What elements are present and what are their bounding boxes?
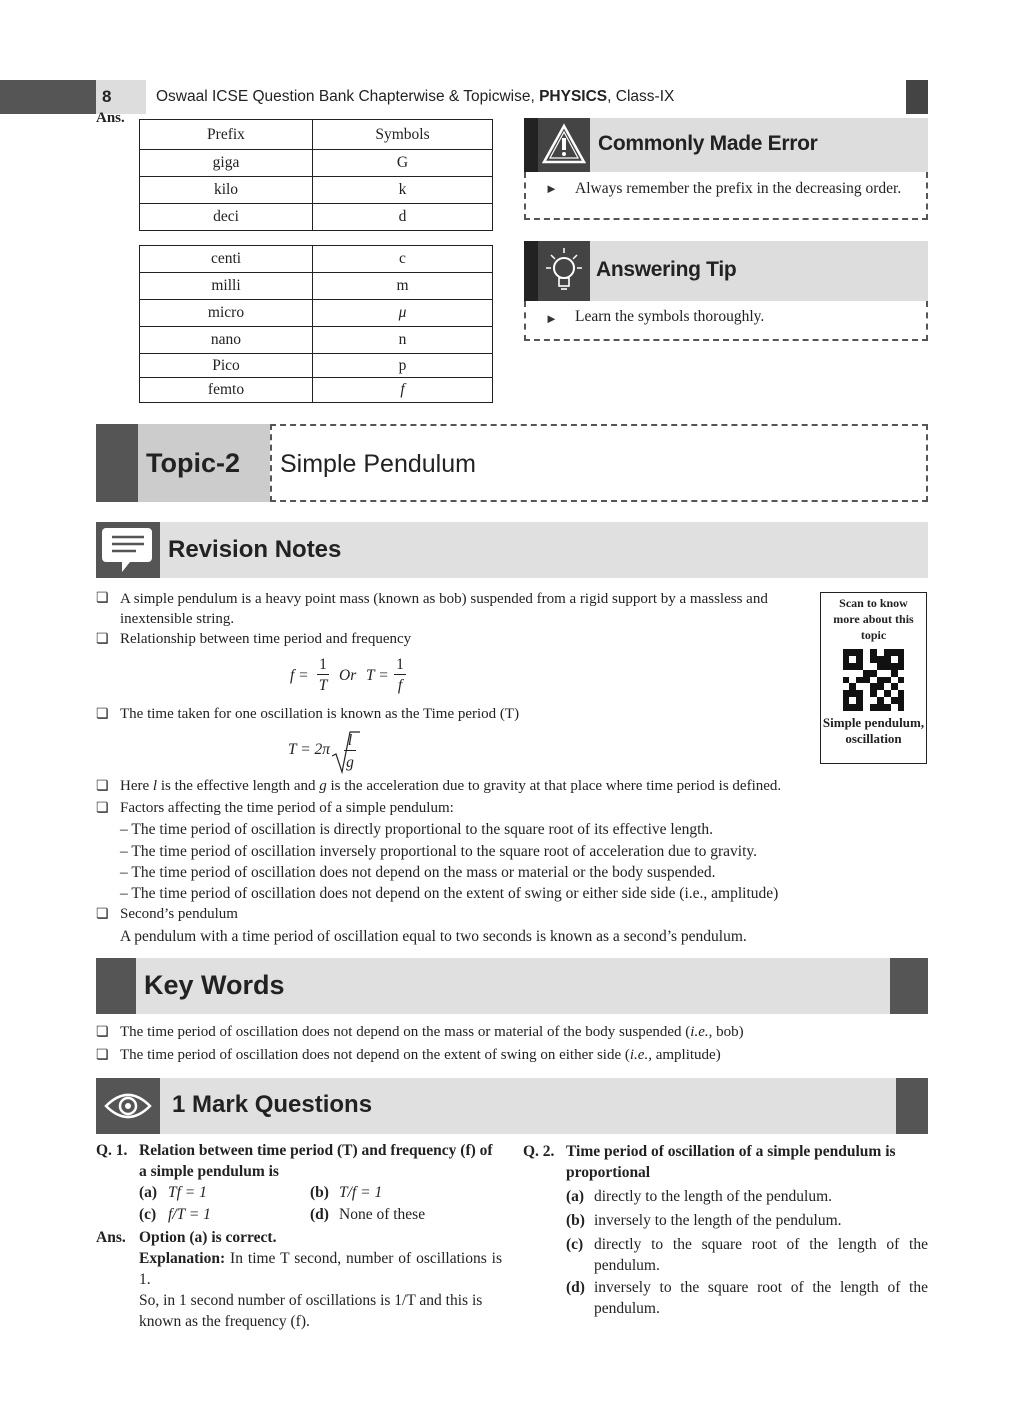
seconds-pendulum-definition: A pendulum with a time period of oscillation equal to two seconds is known as a second’s pendulum. xyxy=(120,928,747,945)
option-label: (d) xyxy=(566,1279,585,1296)
qr-module xyxy=(863,683,870,690)
qr-module xyxy=(856,677,863,684)
qr-module xyxy=(877,690,884,697)
bulb-icon-box xyxy=(524,241,590,301)
key-word-item: ❏ The time period of oscillation does not depend on the extent of swing on either side (i.e., amplitude) xyxy=(120,1047,721,1064)
qr-module xyxy=(884,677,891,684)
one-mark-right-bar xyxy=(896,1078,928,1134)
qr-module xyxy=(863,663,870,670)
factor-item: – The time period of oscillation does not depend on the mass or material or the body suspended. xyxy=(120,864,716,881)
table-header-prefix: Prefix xyxy=(140,120,313,150)
qr-module xyxy=(843,670,850,677)
qr-module xyxy=(856,649,863,656)
option-text: f/T = 1 xyxy=(168,1206,211,1223)
qr-module xyxy=(870,704,877,711)
qr-module xyxy=(884,670,891,677)
table-cell: c xyxy=(313,246,493,273)
option-text: inversely to the square root of the length of the pendulum. xyxy=(594,1279,928,1317)
qr-module xyxy=(856,697,863,704)
qr-module xyxy=(877,683,884,690)
qr-module xyxy=(891,677,898,684)
option-text: Tf = 1 xyxy=(168,1184,207,1201)
qr-module xyxy=(849,649,856,656)
topic-title: Simple Pendulum xyxy=(270,424,928,502)
qr-module xyxy=(856,663,863,670)
option-label: (c) xyxy=(566,1236,584,1253)
qr-module xyxy=(870,677,877,684)
list-item: ❏ Relationship between time period and frequency xyxy=(120,631,411,648)
qr-module xyxy=(884,663,891,670)
common-error-title: Commonly Made Error xyxy=(590,118,928,172)
table-cell: m xyxy=(313,273,493,300)
table-cell: milli xyxy=(140,273,313,300)
qr-module xyxy=(856,704,863,711)
formula-frequency-period: f = 1 T Or T = 1 f xyxy=(290,656,420,698)
qr-module xyxy=(843,649,850,656)
table-cell: nano xyxy=(140,327,313,354)
pointer-icon: ► xyxy=(545,181,558,196)
qr-bottom-text: Simple pendulum, oscillation xyxy=(822,715,925,746)
option-text: inversely to the length of the pendulum. xyxy=(594,1212,842,1229)
list-item: ❏ Second’s pendulum xyxy=(120,906,238,923)
list-item: ❏ Factors affecting the time period of a simple pendulum: xyxy=(120,800,454,817)
table-cell: f xyxy=(313,378,493,403)
table-cell: femto xyxy=(140,378,313,403)
eye-icon-box xyxy=(96,1078,160,1134)
qr-module xyxy=(849,690,856,697)
qr-module xyxy=(870,670,877,677)
qr-module xyxy=(870,656,877,663)
qr-module xyxy=(891,690,898,697)
qr-module xyxy=(898,663,905,670)
qr-module xyxy=(863,649,870,656)
table-cell: kilo xyxy=(140,177,313,204)
qr-module xyxy=(877,656,884,663)
answering-tip-title: Answering Tip xyxy=(590,241,928,301)
qr-module xyxy=(884,704,891,711)
answer-label: Ans. xyxy=(96,1229,126,1246)
question-text: Time period of oscillation of a simple pendulum is proportional xyxy=(566,1143,896,1181)
table-row xyxy=(140,327,493,354)
qr-module xyxy=(898,683,905,690)
qr-module xyxy=(843,690,850,697)
table-cell: μ xyxy=(313,300,493,327)
qr-module xyxy=(863,704,870,711)
key-words-right-bar xyxy=(890,958,928,1014)
qr-module xyxy=(884,697,891,704)
option-text: T/f = 1 xyxy=(339,1184,383,1201)
qr-module xyxy=(891,704,898,711)
qr-module xyxy=(891,663,898,670)
qr-module xyxy=(870,683,877,690)
qr-module xyxy=(891,656,898,663)
question-number: Q. 1. xyxy=(96,1142,128,1159)
qr-module xyxy=(898,649,905,656)
table-header-symbols: Symbols xyxy=(313,120,493,150)
qr-module xyxy=(891,649,898,656)
qr-module xyxy=(843,656,850,663)
qr-module xyxy=(843,704,850,711)
qr-code-icon[interactable] xyxy=(843,649,905,711)
qr-module xyxy=(843,663,850,670)
qr-module xyxy=(898,690,905,697)
list-item-gravity: ❏ Here l is the effective length and g is the acceleration due to gravity at that place where time period is defined. xyxy=(120,778,781,795)
topic-label: Topic-2 xyxy=(138,424,270,502)
key-word-item: ❏ The time period of oscillation does not depend on the mass or material of the body suspended (i.e., bob) xyxy=(120,1024,744,1041)
list-item: ❏ A simple pendulum is a heavy point mass (known as bob) suspended from a rigid support by a massless and inextensible string. xyxy=(120,589,813,629)
option-text: None of these xyxy=(339,1206,426,1223)
qr-module xyxy=(870,663,877,670)
qr-module xyxy=(877,663,884,670)
qr-module xyxy=(856,656,863,663)
option-label: (c) xyxy=(139,1206,157,1223)
lightbulb-icon xyxy=(524,241,590,301)
qr-module xyxy=(898,656,905,663)
eye-icon xyxy=(96,1078,160,1134)
table-cell: Pico xyxy=(140,354,313,378)
warning-icon-box xyxy=(524,118,590,172)
qr-module xyxy=(863,677,870,684)
page-header-title: Oswaal ICSE Question Bank Chapterwise & Topicwise, PHYSICS, Class-IX xyxy=(156,88,675,105)
option-text: directly to the square root of the length of the pendulum. xyxy=(594,1236,928,1274)
option-label: (b) xyxy=(566,1212,585,1229)
qr-module xyxy=(863,670,870,677)
qr-module xyxy=(891,683,898,690)
qr-module xyxy=(898,697,905,704)
qr-module xyxy=(856,670,863,677)
topic-side-bar xyxy=(96,424,138,502)
table-row xyxy=(140,246,493,273)
qr-module xyxy=(863,656,870,663)
option-label: (a) xyxy=(139,1184,158,1201)
option-label: (b) xyxy=(310,1184,329,1201)
formula-time-period: T = 2π l g xyxy=(288,730,368,774)
qr-module xyxy=(863,697,870,704)
qr-module xyxy=(849,683,856,690)
page-number: 8 xyxy=(96,80,146,114)
qr-module xyxy=(870,697,877,704)
qr-module xyxy=(884,683,891,690)
table-row xyxy=(140,204,493,231)
qr-module xyxy=(884,690,891,697)
qr-module xyxy=(849,697,856,704)
table-row xyxy=(140,300,493,327)
common-error-text: Always remember the prefix in the decreasing order. xyxy=(575,180,902,197)
table-row xyxy=(140,354,493,378)
qr-module xyxy=(884,656,891,663)
qr-module xyxy=(863,690,870,697)
option-label: (a) xyxy=(566,1188,585,1205)
header-right-bar xyxy=(906,80,928,114)
qr-module xyxy=(856,690,863,697)
table-row xyxy=(140,150,493,177)
table-cell: centi xyxy=(140,246,313,273)
table-cell: micro xyxy=(140,300,313,327)
qr-module xyxy=(870,690,877,697)
qr-module xyxy=(849,670,856,677)
qr-module xyxy=(877,649,884,656)
qr-module xyxy=(849,663,856,670)
qr-module xyxy=(877,697,884,704)
answer-text: Option (a) is correct. xyxy=(139,1229,277,1246)
qr-module xyxy=(877,704,884,711)
explanation: Explanation: In time T second, number of oscillations is 1. xyxy=(139,1250,502,1288)
prefix-table-1 xyxy=(139,119,493,231)
one-mark-title: 1 Mark Questions xyxy=(160,1078,896,1134)
qr-module xyxy=(898,670,905,677)
option-label: (d) xyxy=(310,1206,329,1223)
explanation-continued: So, in 1 second number of oscillations is 1/T and this is known as the frequency (f). xyxy=(139,1292,483,1330)
table-cell: G xyxy=(313,150,493,177)
revision-notes-title: Revision Notes xyxy=(160,522,928,578)
question-text: Relation between time period (T) and frequency (f) of a simple pendulum is xyxy=(139,1142,493,1180)
answer-label: Ans. xyxy=(96,110,125,126)
qr-module xyxy=(870,649,877,656)
table-cell: d xyxy=(313,204,493,231)
factor-item: – The time period of oscillation inversely proportional to the square root of acceleration due to gravity. xyxy=(120,843,758,860)
qr-module xyxy=(849,677,856,684)
table-cell: deci xyxy=(140,204,313,231)
qr-module xyxy=(898,704,905,711)
qr-module xyxy=(849,656,856,663)
qr-code-box[interactable] xyxy=(820,592,927,764)
table-row xyxy=(140,378,493,403)
prefix-table-2 xyxy=(139,245,493,403)
table-cell: n xyxy=(313,327,493,354)
factor-item: – The time period of oscillation does not depend on the extent of swing or either side side (i.e., amplitude) xyxy=(120,885,779,902)
qr-module xyxy=(843,677,850,684)
answering-tip-text: Learn the symbols thoroughly. xyxy=(575,308,765,325)
qr-module xyxy=(849,704,856,711)
qr-module xyxy=(898,677,905,684)
factor-item: – The time period of oscillation is directly proportional to the square root of its effective length. xyxy=(120,821,714,838)
table-row xyxy=(140,177,493,204)
pointer-icon: ► xyxy=(545,311,558,326)
chat-note-icon xyxy=(96,522,160,578)
table-row xyxy=(140,273,493,300)
qr-module xyxy=(877,670,884,677)
qr-top-text: Scan to know more about this topic xyxy=(833,596,914,642)
qr-module xyxy=(843,683,850,690)
qr-module xyxy=(891,670,898,677)
notes-icon-box xyxy=(96,522,160,578)
warning-icon xyxy=(524,118,590,172)
key-words-title: Key Words xyxy=(136,958,890,1014)
qr-module xyxy=(843,697,850,704)
qr-module xyxy=(884,649,891,656)
header-left-bar xyxy=(0,80,96,114)
table-cell: giga xyxy=(140,150,313,177)
qr-module xyxy=(856,683,863,690)
list-item: ❏ The time taken for one oscillation is known as the Time period (T) xyxy=(120,706,519,723)
key-words-left-bar xyxy=(96,958,136,1014)
table-cell: p xyxy=(313,354,493,378)
table-cell: k xyxy=(313,177,493,204)
question-number: Q. 2. xyxy=(523,1143,555,1160)
qr-module xyxy=(891,697,898,704)
qr-module xyxy=(877,677,884,684)
option-text: directly to the length of the pendulum. xyxy=(594,1188,833,1205)
